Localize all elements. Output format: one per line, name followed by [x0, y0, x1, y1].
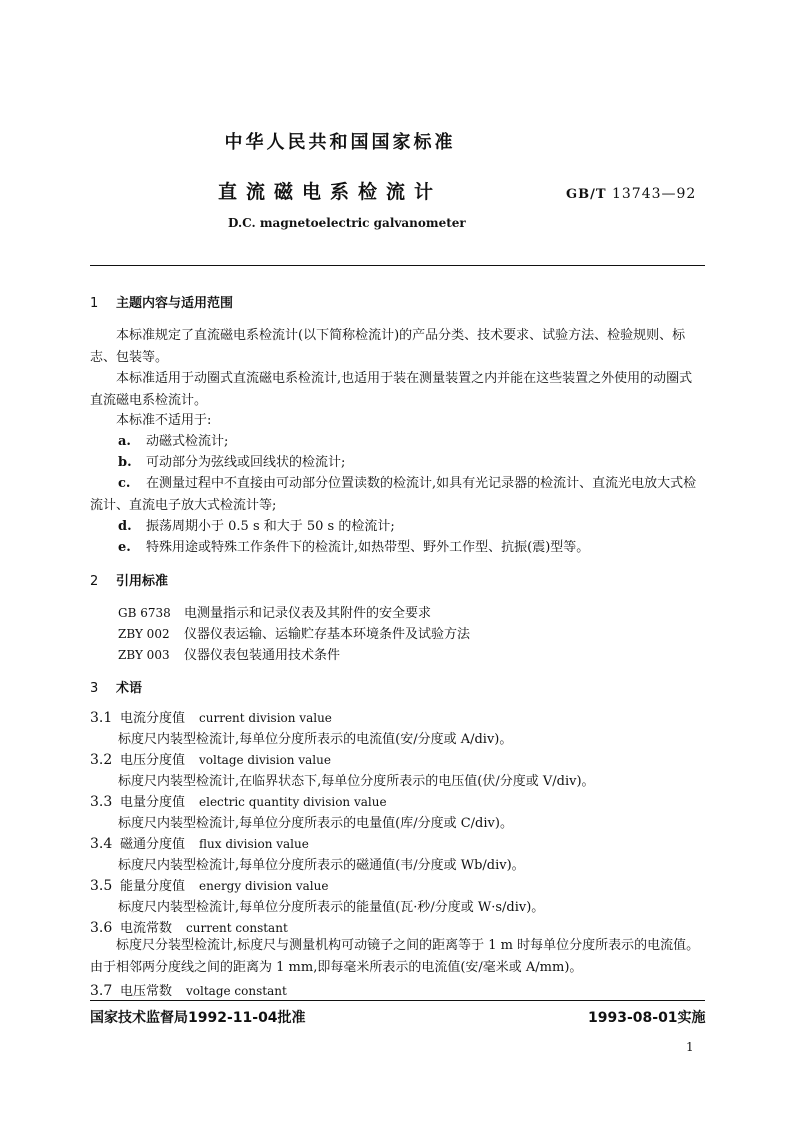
- english-title: D.C. magnetoelectric galvanometer: [228, 216, 466, 230]
- reference-code: ZBY 003: [118, 648, 170, 662]
- reference-code: GB 6738: [118, 606, 171, 620]
- reference-item: [118, 644, 340, 663]
- term-en: flux division value: [199, 837, 309, 851]
- section-2-number: 2: [90, 574, 99, 589]
- list-marker: a.: [118, 434, 131, 449]
- section-1-para-1: 本标准规定了直流磁电系检流计(以下简称检流计)的产品分类、技术要求、试验方法、检验规则、标志、包装等。: [90, 328, 686, 365]
- term-en: energy division value: [199, 879, 329, 893]
- term-definition: 标度尺分装型检流计,标度尺与测量机构可动镜子之间的距离等于 1 m 时每单位分度所表示的电流值。由于相邻两分度线之间的距离为 1 mm,即每毫米所表示的电流值(安/毫米或 A/mm)。: [90, 938, 700, 975]
- list-text: 动磁式检流计;: [146, 434, 229, 449]
- standard-number: [566, 186, 696, 202]
- header-rule: [90, 265, 705, 266]
- term-cn: 电流常数: [120, 921, 173, 936]
- term-definition: 标度尺内装型检流计,每单位分度所表示的磁通值(韦/分度或 Wb/div)。: [118, 858, 525, 873]
- term-cn: 电量分度值: [120, 795, 186, 810]
- document-title: 直流磁电系检流计: [218, 181, 443, 203]
- term-3-6: [90, 917, 288, 936]
- term-number: 3.5: [90, 878, 113, 894]
- term-number: 3.3: [90, 794, 113, 810]
- term-en: electric quantity division value: [199, 795, 387, 809]
- list-marker: b.: [118, 455, 132, 470]
- term-en: voltage constant: [186, 984, 287, 998]
- list-item-b: [118, 452, 705, 474]
- term-number: 3.2: [90, 752, 113, 768]
- term-en: current constant: [186, 921, 288, 935]
- section-1-title: 主题内容与适用范围: [116, 296, 234, 311]
- section-3-number: 3: [90, 681, 99, 696]
- reference-item: [118, 623, 470, 642]
- footer-rule: [90, 1000, 705, 1001]
- page-number: 1: [686, 1040, 694, 1054]
- term-definition: 标度尺内装型检流计,在临界状态下,每单位分度所表示的电压值(伏/分度或 V/div)。: [118, 774, 595, 789]
- reference-item: [118, 602, 431, 621]
- list-marker: d.: [118, 519, 132, 534]
- term-definition: 标度尺内装型检流计,每单位分度所表示的电量值(库/分度或 C/div)。: [118, 816, 513, 831]
- section-2-title: 引用标准: [116, 574, 169, 589]
- term-3-7: [90, 980, 287, 999]
- term-definition: 标度尺内装型检流计,每单位分度所表示的能量值(瓦·秒/分度或 W·s/div)。: [118, 900, 545, 915]
- section-1-heading: [90, 292, 233, 311]
- list-marker: c.: [118, 476, 131, 491]
- term-cn: 电压分度值: [120, 753, 186, 768]
- reference-title: 电测量指示和记录仪表及其附件的安全要求: [184, 606, 432, 621]
- list-marker: e.: [118, 540, 131, 555]
- standard-title: 中华人民共和国国家标准: [224, 132, 456, 153]
- term-cn: 电压常数: [120, 984, 173, 999]
- reference-code: ZBY 002: [118, 627, 170, 641]
- reference-title: 仪器仪表运输、运输贮存基本环境条件及试验方法: [184, 627, 471, 642]
- term-number: 3.1: [90, 710, 113, 726]
- term-3-1: [90, 707, 332, 726]
- term-3-4: [90, 833, 309, 852]
- reference-title: 仪器仪表包装通用技术条件: [184, 648, 341, 663]
- section-1-para-3: 本标准不适用于:: [116, 413, 212, 428]
- section-3-heading: [90, 677, 142, 696]
- list-item-c: [90, 473, 705, 517]
- list-text: 特殊用途或特殊工作条件下的检流计,如热带型、野外工作型、抗振(震)型等。: [146, 540, 590, 555]
- list-item-d: [118, 516, 705, 538]
- term-en: voltage division value: [199, 753, 331, 767]
- implementation-date: 1993-08-01实施: [588, 1010, 706, 1026]
- term-3-5: [90, 875, 328, 894]
- section-1-number: 1: [90, 296, 99, 311]
- term-3-3: [90, 791, 387, 810]
- list-item-a: [118, 431, 705, 453]
- list-text: 可动部分为弦线或回线状的检流计;: [146, 455, 346, 470]
- term-number: 3.7: [90, 983, 113, 999]
- term-cn: 能量分度值: [120, 879, 186, 894]
- standard-prefix: GB/T: [566, 187, 607, 202]
- section-1-para-2: 本标准适用于动圈式直流磁电系检流计,也适用于装在测量装置之内并能在这些装置之外使用的动圈式直流磁电系检流计。: [90, 371, 693, 408]
- term-definition: 标度尺内装型检流计,每单位分度所表示的电流值(安/分度或 A/div)。: [118, 732, 513, 747]
- term-number: 3.4: [90, 836, 113, 852]
- term-cn: 电流分度值: [120, 711, 186, 726]
- list-item-e: [118, 537, 705, 559]
- section-3-title: 术语: [116, 681, 143, 696]
- term-en: current division value: [199, 711, 332, 725]
- standard-number-value: 13743—92: [611, 186, 697, 202]
- term-3-2: [90, 749, 331, 768]
- list-text: 振荡周期小于 0.5 s 和大于 50 s 的检流计;: [146, 519, 395, 534]
- term-cn: 磁通分度值: [120, 837, 186, 852]
- approval-line: 国家技术监督局1992-11-04批准: [90, 1010, 306, 1026]
- term-number: 3.6: [90, 920, 113, 936]
- section-2-heading: [90, 570, 168, 589]
- list-text: 在测量过程中不直接由可动部分位置读数的检流计,如具有光记录器的检流计、直流光电放大式检流计、直流电子放大式检流计等;: [90, 476, 697, 513]
